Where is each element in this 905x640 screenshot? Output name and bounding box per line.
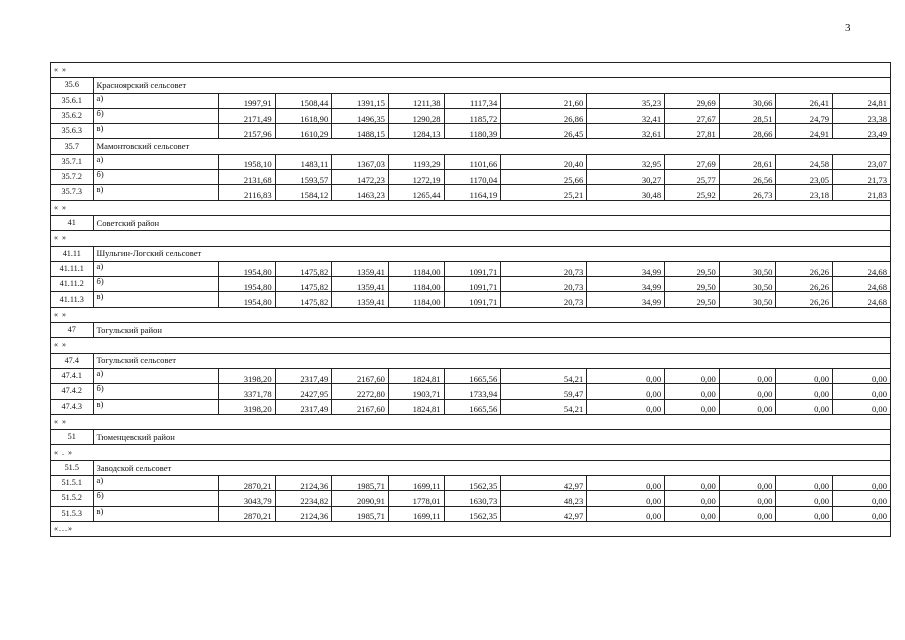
section-row [51, 323, 891, 338]
value-cell: 1211,38 [388, 93, 444, 108]
row-code: 35.7.1 [51, 154, 94, 169]
value-cell: 0,00 [833, 399, 891, 414]
value-cell: 1091,71 [444, 292, 501, 307]
row-label: б) [93, 277, 218, 292]
value-cell: 1475,82 [275, 277, 332, 292]
ellipsis-row [51, 445, 891, 460]
value-cell: 1985,71 [332, 506, 389, 521]
row-code: 51.5.3 [51, 506, 94, 521]
value-cell: 0,00 [587, 384, 665, 399]
value-cell: 1508,44 [275, 93, 332, 108]
value-cell: 20,73 [501, 277, 587, 292]
section-row [51, 139, 891, 154]
row-label: в) [93, 124, 218, 139]
table-row [51, 491, 891, 506]
row-label: б) [93, 108, 218, 123]
table-body [51, 63, 891, 537]
value-cell: 24,58 [776, 154, 833, 169]
value-cell: 0,00 [833, 476, 891, 491]
section-title: Тогульский район [93, 323, 891, 338]
value-cell: 3198,20 [218, 368, 275, 383]
value-cell: 30,27 [587, 170, 665, 185]
value-cell: 1997,91 [218, 93, 275, 108]
row-code: 35.7.2 [51, 170, 94, 185]
table-row [51, 277, 891, 292]
value-cell: 1630,73 [444, 491, 501, 506]
value-cell: 3198,20 [218, 399, 275, 414]
row-label: а) [93, 93, 218, 108]
row-code: 51.5.1 [51, 476, 94, 491]
value-cell: 1272,19 [388, 170, 444, 185]
value-cell: 1184,00 [388, 277, 444, 292]
ellipsis-row [51, 338, 891, 353]
ellipsis-row [51, 200, 891, 215]
ellipsis-marker: « » [51, 200, 891, 215]
value-cell: 30,48 [587, 185, 665, 200]
value-cell: 34,99 [587, 277, 665, 292]
section-row [51, 246, 891, 261]
value-cell: 1391,15 [332, 93, 389, 108]
value-cell: 1778,01 [388, 491, 444, 506]
value-cell: 0,00 [776, 476, 833, 491]
value-cell: 48,23 [501, 491, 587, 506]
value-cell: 23,18 [776, 185, 833, 200]
section-row [51, 430, 891, 445]
value-cell: 59,47 [501, 384, 587, 399]
value-cell: 1496,35 [332, 108, 389, 123]
value-cell: 1184,00 [388, 292, 444, 307]
row-code: 35.6.2 [51, 108, 94, 123]
value-cell: 23,05 [776, 170, 833, 185]
value-cell: 1101,66 [444, 154, 501, 169]
value-cell: 2131,68 [218, 170, 275, 185]
section-title: Мамонтовский сельсовет [93, 139, 891, 154]
row-label: в) [93, 185, 218, 200]
section-row [51, 460, 891, 475]
ellipsis-marker: «...» [51, 521, 891, 536]
value-cell: 1618,90 [275, 108, 332, 123]
value-cell: 27,81 [665, 124, 720, 139]
value-cell: 30,50 [719, 277, 776, 292]
row-label: а) [93, 154, 218, 169]
row-label: а) [93, 368, 218, 383]
value-cell: 1117,34 [444, 93, 501, 108]
value-cell: 23,07 [833, 154, 891, 169]
value-cell: 0,00 [719, 399, 776, 414]
table-row [51, 170, 891, 185]
value-cell: 0,00 [833, 368, 891, 383]
value-cell: 0,00 [587, 476, 665, 491]
value-cell: 2124,36 [275, 506, 332, 521]
value-cell: 2167,60 [332, 399, 389, 414]
value-cell: 26,41 [776, 93, 833, 108]
value-cell: 24,91 [776, 124, 833, 139]
value-cell: 0,00 [776, 491, 833, 506]
value-cell: 1665,56 [444, 399, 501, 414]
table-row [51, 108, 891, 123]
value-cell: 1954,80 [218, 277, 275, 292]
table-row [51, 154, 891, 169]
row-code: 35.6.3 [51, 124, 94, 139]
value-cell: 0,00 [665, 506, 720, 521]
value-cell: 32,61 [587, 124, 665, 139]
value-cell: 0,00 [665, 491, 720, 506]
value-cell: 1367,03 [332, 154, 389, 169]
value-cell: 1472,23 [332, 170, 389, 185]
value-cell: 1463,23 [332, 185, 389, 200]
row-label: в) [93, 292, 218, 307]
value-cell: 34,99 [587, 261, 665, 276]
value-cell: 29,69 [665, 93, 720, 108]
value-cell: 29,50 [665, 261, 720, 276]
value-cell: 2427,95 [275, 384, 332, 399]
value-cell: 24,68 [833, 292, 891, 307]
row-code: 41.11.2 [51, 277, 94, 292]
value-cell: 1954,80 [218, 261, 275, 276]
value-cell: 32,41 [587, 108, 665, 123]
value-cell: 24,68 [833, 277, 891, 292]
value-cell: 28,51 [719, 108, 776, 123]
ellipsis-row [51, 231, 891, 246]
tariff-table [50, 62, 891, 537]
row-code: 47.4.2 [51, 384, 94, 399]
value-cell: 0,00 [719, 368, 776, 383]
value-cell: 0,00 [665, 368, 720, 383]
ellipsis-marker: « » [51, 307, 891, 322]
value-cell: 1170,04 [444, 170, 501, 185]
value-cell: 1265,44 [388, 185, 444, 200]
table-row [51, 476, 891, 491]
value-cell: 1733,94 [444, 384, 501, 399]
value-cell: 2870,21 [218, 476, 275, 491]
ellipsis-row [51, 63, 891, 78]
value-cell: 23,38 [833, 108, 891, 123]
row-code: 41.11.1 [51, 261, 94, 276]
table-row [51, 384, 891, 399]
ellipsis-marker: « . » [51, 445, 891, 460]
value-cell: 1184,00 [388, 261, 444, 276]
value-cell: 1562,35 [444, 506, 501, 521]
value-cell: 20,73 [501, 261, 587, 276]
table-row [51, 185, 891, 200]
row-code: 35.6.1 [51, 93, 94, 108]
value-cell: 20,40 [501, 154, 587, 169]
table-row [51, 124, 891, 139]
value-cell: 26,26 [776, 292, 833, 307]
value-cell: 0,00 [833, 384, 891, 399]
value-cell: 1562,35 [444, 476, 501, 491]
value-cell: 1699,11 [388, 476, 444, 491]
value-cell: 2317,49 [275, 368, 332, 383]
value-cell: 0,00 [776, 384, 833, 399]
value-cell: 25,77 [665, 170, 720, 185]
value-cell: 2171,49 [218, 108, 275, 123]
value-cell: 1824,81 [388, 399, 444, 414]
value-cell: 1475,82 [275, 292, 332, 307]
value-cell: 1091,71 [444, 277, 501, 292]
value-cell: 0,00 [665, 476, 720, 491]
row-code: 41.11 [51, 246, 94, 261]
row-label: б) [93, 491, 218, 506]
value-cell: 0,00 [665, 384, 720, 399]
value-cell: 1359,41 [332, 277, 389, 292]
row-code: 35.6 [51, 78, 94, 93]
value-cell: 1488,15 [332, 124, 389, 139]
row-code: 47.4.1 [51, 368, 94, 383]
ellipsis-row [51, 521, 891, 536]
value-cell: 3043,79 [218, 491, 275, 506]
page-number: 3 [845, 22, 851, 34]
row-code: 41.11.3 [51, 292, 94, 307]
value-cell: 2116,83 [218, 185, 275, 200]
value-cell: 2090,91 [332, 491, 389, 506]
value-cell: 0,00 [719, 506, 776, 521]
value-cell: 30,50 [719, 292, 776, 307]
section-title: Тогульский сельсовет [93, 353, 891, 368]
value-cell: 29,50 [665, 277, 720, 292]
table-row [51, 93, 891, 108]
value-cell: 2317,49 [275, 399, 332, 414]
row-code: 47.4.3 [51, 399, 94, 414]
value-cell: 26,56 [719, 170, 776, 185]
value-cell: 1483,11 [275, 154, 332, 169]
value-cell: 2870,21 [218, 506, 275, 521]
value-cell: 42,97 [501, 476, 587, 491]
value-cell: 42,97 [501, 506, 587, 521]
value-cell: 26,86 [501, 108, 587, 123]
section-title: Шульгин-Логский сельсовет [93, 246, 891, 261]
row-label: в) [93, 506, 218, 521]
value-cell: 32,95 [587, 154, 665, 169]
value-cell: 24,79 [776, 108, 833, 123]
ellipsis-row [51, 414, 891, 429]
section-row [51, 78, 891, 93]
value-cell: 1824,81 [388, 368, 444, 383]
value-cell: 30,50 [719, 261, 776, 276]
table-row [51, 399, 891, 414]
row-code: 41 [51, 215, 94, 230]
value-cell: 0,00 [776, 368, 833, 383]
row-code: 47.4 [51, 353, 94, 368]
section-title: Тюменцевский район [93, 430, 891, 445]
ellipsis-row [51, 307, 891, 322]
value-cell: 29,50 [665, 292, 720, 307]
value-cell: 1164,19 [444, 185, 501, 200]
value-cell: 21,60 [501, 93, 587, 108]
section-title: Красноярский сельсовет [93, 78, 891, 93]
value-cell: 0,00 [719, 476, 776, 491]
row-code: 51 [51, 430, 94, 445]
value-cell: 0,00 [833, 491, 891, 506]
section-row [51, 353, 891, 368]
value-cell: 1958,10 [218, 154, 275, 169]
value-cell: 3371,78 [218, 384, 275, 399]
row-code: 51.5.2 [51, 491, 94, 506]
value-cell: 0,00 [719, 384, 776, 399]
value-cell: 1193,29 [388, 154, 444, 169]
value-cell: 2167,60 [332, 368, 389, 383]
value-cell: 1584,12 [275, 185, 332, 200]
value-cell: 1180,39 [444, 124, 501, 139]
ellipsis-marker: « » [51, 231, 891, 246]
value-cell: 54,21 [501, 368, 587, 383]
value-cell: 25,21 [501, 185, 587, 200]
value-cell: 0,00 [587, 399, 665, 414]
value-cell: 1903,71 [388, 384, 444, 399]
value-cell: 21,83 [833, 185, 891, 200]
section-title: Заводской сельсовет [93, 460, 891, 475]
value-cell: 0,00 [776, 399, 833, 414]
value-cell: 0,00 [587, 506, 665, 521]
value-cell: 1290,28 [388, 108, 444, 123]
value-cell: 0,00 [587, 368, 665, 383]
value-cell: 30,66 [719, 93, 776, 108]
value-cell: 21,73 [833, 170, 891, 185]
value-cell: 0,00 [776, 506, 833, 521]
value-cell: 2124,36 [275, 476, 332, 491]
value-cell: 0,00 [719, 491, 776, 506]
value-cell: 2157,96 [218, 124, 275, 139]
row-code: 51.5 [51, 460, 94, 475]
section-row [51, 215, 891, 230]
value-cell: 1284,13 [388, 124, 444, 139]
value-cell: 24,68 [833, 261, 891, 276]
table-row [51, 261, 891, 276]
value-cell: 34,99 [587, 292, 665, 307]
value-cell: 0,00 [665, 399, 720, 414]
value-cell: 0,00 [833, 506, 891, 521]
row-label: а) [93, 261, 218, 276]
row-code: 35.7.3 [51, 185, 94, 200]
value-cell: 35,23 [587, 93, 665, 108]
value-cell: 25,66 [501, 170, 587, 185]
value-cell: 1699,11 [388, 506, 444, 521]
row-label: в) [93, 399, 218, 414]
value-cell: 26,26 [776, 277, 833, 292]
ellipsis-marker: « » [51, 414, 891, 429]
value-cell: 0,00 [587, 491, 665, 506]
value-cell: 2272,80 [332, 384, 389, 399]
row-label: а) [93, 476, 218, 491]
value-cell: 2234,82 [275, 491, 332, 506]
value-cell: 27,67 [665, 108, 720, 123]
value-cell: 1954,80 [218, 292, 275, 307]
table-row [51, 292, 891, 307]
table-row [51, 506, 891, 521]
value-cell: 27,69 [665, 154, 720, 169]
table-row [51, 368, 891, 383]
value-cell: 1665,56 [444, 368, 501, 383]
value-cell: 1475,82 [275, 261, 332, 276]
value-cell: 1593,57 [275, 170, 332, 185]
value-cell: 1985,71 [332, 476, 389, 491]
value-cell: 26,26 [776, 261, 833, 276]
value-cell: 1359,41 [332, 261, 389, 276]
ellipsis-marker: « » [51, 63, 891, 78]
value-cell: 20,73 [501, 292, 587, 307]
value-cell: 1359,41 [332, 292, 389, 307]
value-cell: 23,49 [833, 124, 891, 139]
value-cell: 24,81 [833, 93, 891, 108]
row-code: 35.7 [51, 139, 94, 154]
value-cell: 1091,71 [444, 261, 501, 276]
value-cell: 28,61 [719, 154, 776, 169]
row-label: б) [93, 170, 218, 185]
value-cell: 26,45 [501, 124, 587, 139]
value-cell: 54,21 [501, 399, 587, 414]
value-cell: 26,73 [719, 185, 776, 200]
row-label: б) [93, 384, 218, 399]
section-title: Советский район [93, 215, 891, 230]
ellipsis-marker: « » [51, 338, 891, 353]
value-cell: 1185,72 [444, 108, 501, 123]
value-cell: 28,66 [719, 124, 776, 139]
value-cell: 25,92 [665, 185, 720, 200]
row-code: 47 [51, 323, 94, 338]
value-cell: 1610,29 [275, 124, 332, 139]
